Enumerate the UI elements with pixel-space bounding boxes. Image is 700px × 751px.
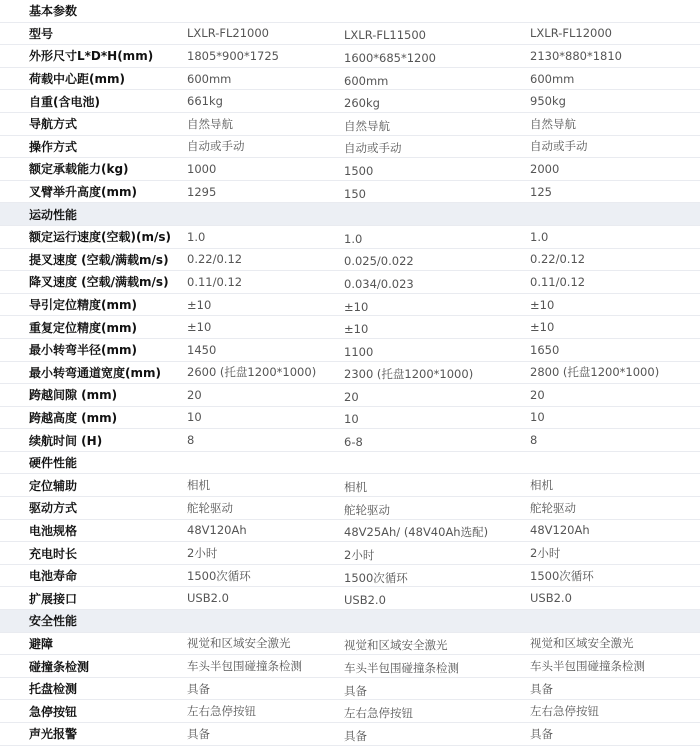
spec-value-model-2: 48V25Ah/ (48V40Ah选配) bbox=[344, 525, 489, 540]
spec-value-model-1: 1805*900*1725 bbox=[187, 48, 279, 63]
spec-value-model-1: 自动或手动 bbox=[187, 139, 245, 154]
spec-value-model-2: 左右急停按钮 bbox=[344, 706, 413, 721]
spec-row bbox=[0, 23, 700, 46]
spec-value-model-3: 舵轮驱动 bbox=[530, 500, 576, 515]
spec-value-model-1: USB2.0 bbox=[187, 591, 229, 606]
spec-value-model-3: 自然导航 bbox=[530, 116, 576, 131]
spec-row bbox=[0, 362, 700, 385]
spec-value-model-2: ±10 bbox=[344, 322, 369, 337]
spec-label: 叉臂举升高度(mm) bbox=[29, 185, 137, 200]
spec-value-model-1: LXLR-FL21000 bbox=[187, 26, 269, 41]
spec-row bbox=[0, 339, 700, 362]
spec-value-model-2: 相机 bbox=[344, 480, 367, 495]
spec-value-model-1: 左右急停按钮 bbox=[187, 704, 256, 719]
spec-row bbox=[0, 655, 700, 678]
spec-value-model-2: 1100 bbox=[344, 344, 374, 359]
spec-value-model-1: 车头半包围碰撞条检测 bbox=[187, 659, 302, 674]
section-title: 运动性能 bbox=[29, 207, 78, 222]
spec-value-model-2: 具备 bbox=[344, 683, 367, 698]
spec-value-model-1: 48V120Ah bbox=[187, 523, 247, 538]
spec-label: 最小转弯通道宽度(mm) bbox=[29, 365, 161, 380]
spec-row bbox=[0, 316, 700, 339]
spec-value-model-2: USB2.0 bbox=[344, 593, 386, 608]
spec-value-model-1: 视觉和区域安全激光 bbox=[187, 636, 291, 651]
spec-label: 导航方式 bbox=[29, 117, 78, 132]
spec-row bbox=[0, 226, 700, 249]
spec-label: 急停按钮 bbox=[29, 704, 78, 719]
spec-value-model-1: 具备 bbox=[187, 681, 210, 696]
spec-label: 碰撞条检测 bbox=[29, 659, 90, 674]
spec-value-model-2: 150 bbox=[344, 186, 366, 201]
spec-value-model-3: 2130*880*1810 bbox=[530, 48, 622, 63]
spec-value-model-1: 具备 bbox=[187, 726, 210, 741]
spec-value-model-2: 1500次循环 bbox=[344, 570, 408, 585]
spec-row bbox=[0, 700, 700, 723]
spec-value-model-1: 1450 bbox=[187, 342, 217, 357]
spec-value-model-1: 0.22/0.12 bbox=[187, 252, 243, 267]
spec-label: 型号 bbox=[29, 26, 54, 41]
spec-value-model-1: 相机 bbox=[187, 478, 210, 493]
spec-value-model-3: 具备 bbox=[530, 681, 553, 696]
spec-value-model-2: 10 bbox=[344, 412, 359, 427]
spec-value-model-2: 20 bbox=[344, 389, 359, 404]
section-title: 安全性能 bbox=[29, 614, 78, 629]
spec-value-model-2: 1.0 bbox=[344, 231, 363, 246]
spec-value-model-1: 1295 bbox=[187, 184, 217, 199]
spec-label: 定位辅助 bbox=[29, 478, 78, 493]
spec-value-model-1: 661kg bbox=[187, 94, 223, 109]
spec-label: 避障 bbox=[29, 636, 54, 651]
spec-value-model-1: ±10 bbox=[187, 320, 212, 335]
spec-value-model-2: 6-8 bbox=[344, 435, 363, 450]
spec-value-model-1: 1000 bbox=[187, 161, 217, 176]
spec-value-model-3: ±10 bbox=[530, 297, 555, 312]
spec-row bbox=[0, 520, 700, 543]
spec-row bbox=[0, 136, 700, 159]
spec-label: 导引定位精度(mm) bbox=[29, 298, 137, 313]
section-header bbox=[0, 452, 700, 475]
spec-value-model-3: 车头半包围碰撞条检测 bbox=[530, 659, 645, 674]
spec-label: 跨越高度 (mm) bbox=[29, 410, 118, 425]
spec-value-model-1: 1500次循环 bbox=[187, 568, 251, 583]
spec-value-model-3: 左右急停按钮 bbox=[530, 704, 599, 719]
spec-label: 外形尺寸L*D*H(mm) bbox=[29, 49, 154, 64]
spec-label: 托盘检测 bbox=[29, 682, 78, 697]
spec-value-model-3: 1.0 bbox=[530, 229, 549, 244]
spec-value-model-1: ±10 bbox=[187, 297, 212, 312]
spec-row bbox=[0, 45, 700, 68]
spec-value-model-2: 视觉和区域安全激光 bbox=[344, 638, 448, 653]
spec-row bbox=[0, 271, 700, 294]
spec-label: 自重(含电池) bbox=[29, 94, 100, 109]
spec-value-model-3: 2小时 bbox=[530, 546, 561, 561]
spec-value-model-2: 自动或手动 bbox=[344, 141, 402, 156]
spec-row bbox=[0, 474, 700, 497]
spec-value-model-3: ±10 bbox=[530, 320, 555, 335]
spec-value-model-1: 600mm bbox=[187, 71, 232, 86]
spec-row bbox=[0, 497, 700, 520]
spec-value-model-3: 视觉和区域安全激光 bbox=[530, 636, 634, 651]
spec-label: 降叉速度 (空载/满载m/s) bbox=[29, 275, 169, 290]
spec-value-model-2: 1600*685*1200 bbox=[344, 50, 436, 65]
spec-value-model-2: 1500 bbox=[344, 163, 374, 178]
spec-row bbox=[0, 249, 700, 272]
section-title: 硬件性能 bbox=[29, 456, 78, 471]
spec-row bbox=[0, 158, 700, 181]
spec-label: 电池寿命 bbox=[29, 569, 78, 584]
section-header bbox=[0, 203, 700, 226]
spec-value-model-3: 0.11/0.12 bbox=[530, 274, 586, 289]
spec-value-model-3: 0.22/0.12 bbox=[530, 252, 586, 267]
spec-value-model-3: 48V120Ah bbox=[530, 523, 590, 538]
spec-value-model-2: LXLR-FL11500 bbox=[344, 28, 426, 43]
spec-value-model-3: 2000 bbox=[530, 161, 560, 176]
spec-value-model-2: 2300 (托盘1200*1000) bbox=[344, 367, 474, 382]
spec-value-model-3: 8 bbox=[530, 433, 538, 448]
spec-value-model-1: 1.0 bbox=[187, 229, 206, 244]
spec-value-model-3: 2800 (托盘1200*1000) bbox=[530, 365, 660, 380]
spec-label: 额定运行速度(空载)(m/s) bbox=[29, 230, 171, 245]
spec-value-model-1: 8 bbox=[187, 433, 195, 448]
spec-value-model-3: 相机 bbox=[530, 478, 553, 493]
spec-value-model-1: 舵轮驱动 bbox=[187, 500, 233, 515]
spec-label: 声光报警 bbox=[29, 727, 78, 742]
spec-row bbox=[0, 181, 700, 204]
spec-value-model-3: 10 bbox=[530, 410, 545, 425]
spec-label: 电池规格 bbox=[29, 523, 78, 538]
spec-label: 荷载中心距(mm) bbox=[29, 72, 125, 87]
spec-row bbox=[0, 294, 700, 317]
spec-row bbox=[0, 384, 700, 407]
spec-value-model-1: 2600 (托盘1200*1000) bbox=[187, 365, 317, 380]
spec-value-model-2: 0.025/0.022 bbox=[344, 254, 414, 269]
section-header bbox=[0, 0, 700, 23]
spec-value-model-1: 0.11/0.12 bbox=[187, 274, 243, 289]
spec-row bbox=[0, 429, 700, 452]
spec-value-model-3: 1650 bbox=[530, 342, 560, 357]
spec-value-model-3: 600mm bbox=[530, 71, 575, 86]
spec-value-model-1: 2小时 bbox=[187, 546, 218, 561]
spec-row bbox=[0, 723, 700, 746]
spec-row bbox=[0, 587, 700, 610]
spec-label: 重复定位精度(mm) bbox=[29, 320, 137, 335]
section-title: 基本参数 bbox=[29, 4, 78, 19]
spec-value-model-2: 2小时 bbox=[344, 548, 375, 563]
spec-row bbox=[0, 633, 700, 656]
spec-value-model-3: 1500次循环 bbox=[530, 568, 594, 583]
spec-value-model-2: 600mm bbox=[344, 73, 389, 88]
spec-label: 最小转弯半径(mm) bbox=[29, 343, 137, 358]
spec-value-model-2: 自然导航 bbox=[344, 118, 390, 133]
spec-value-model-3: 20 bbox=[530, 387, 545, 402]
spec-value-model-3: LXLR-FL12000 bbox=[530, 26, 612, 41]
spec-label: 跨越间隙 (mm) bbox=[29, 388, 118, 403]
spec-value-model-1: 20 bbox=[187, 387, 202, 402]
spec-value-model-1: 自然导航 bbox=[187, 116, 233, 131]
spec-value-model-2: ±10 bbox=[344, 299, 369, 314]
spec-label: 额定承载能力(kg) bbox=[29, 162, 129, 177]
spec-value-model-2: 0.034/0.023 bbox=[344, 276, 414, 291]
spec-value-model-2: 舵轮驱动 bbox=[344, 502, 390, 517]
section-header bbox=[0, 610, 700, 633]
spec-row bbox=[0, 542, 700, 565]
spec-value-model-3: 自动或手动 bbox=[530, 139, 588, 154]
spec-value-model-3: 125 bbox=[530, 184, 552, 199]
spec-row bbox=[0, 90, 700, 113]
spec-label: 充电时长 bbox=[29, 546, 78, 561]
spec-row bbox=[0, 678, 700, 701]
spec-value-model-1: 10 bbox=[187, 410, 202, 425]
spec-value-model-2: 260kg bbox=[344, 96, 380, 111]
spec-label: 续航时间 (H) bbox=[29, 433, 103, 448]
spec-row bbox=[0, 68, 700, 91]
spec-label: 操作方式 bbox=[29, 139, 78, 154]
spec-row bbox=[0, 565, 700, 588]
spec-label: 提叉速度 (空载/满载m/s) bbox=[29, 252, 169, 267]
spec-row bbox=[0, 113, 700, 136]
spec-value-model-2: 具备 bbox=[344, 728, 367, 743]
spec-value-model-3: USB2.0 bbox=[530, 591, 572, 606]
spec-label: 扩展接口 bbox=[29, 591, 78, 606]
spec-label: 驱动方式 bbox=[29, 501, 78, 516]
spec-value-model-3: 950kg bbox=[530, 94, 566, 109]
spec-value-model-3: 具备 bbox=[530, 726, 553, 741]
spec-row bbox=[0, 407, 700, 430]
spec-value-model-2: 车头半包围碰撞条检测 bbox=[344, 661, 459, 676]
